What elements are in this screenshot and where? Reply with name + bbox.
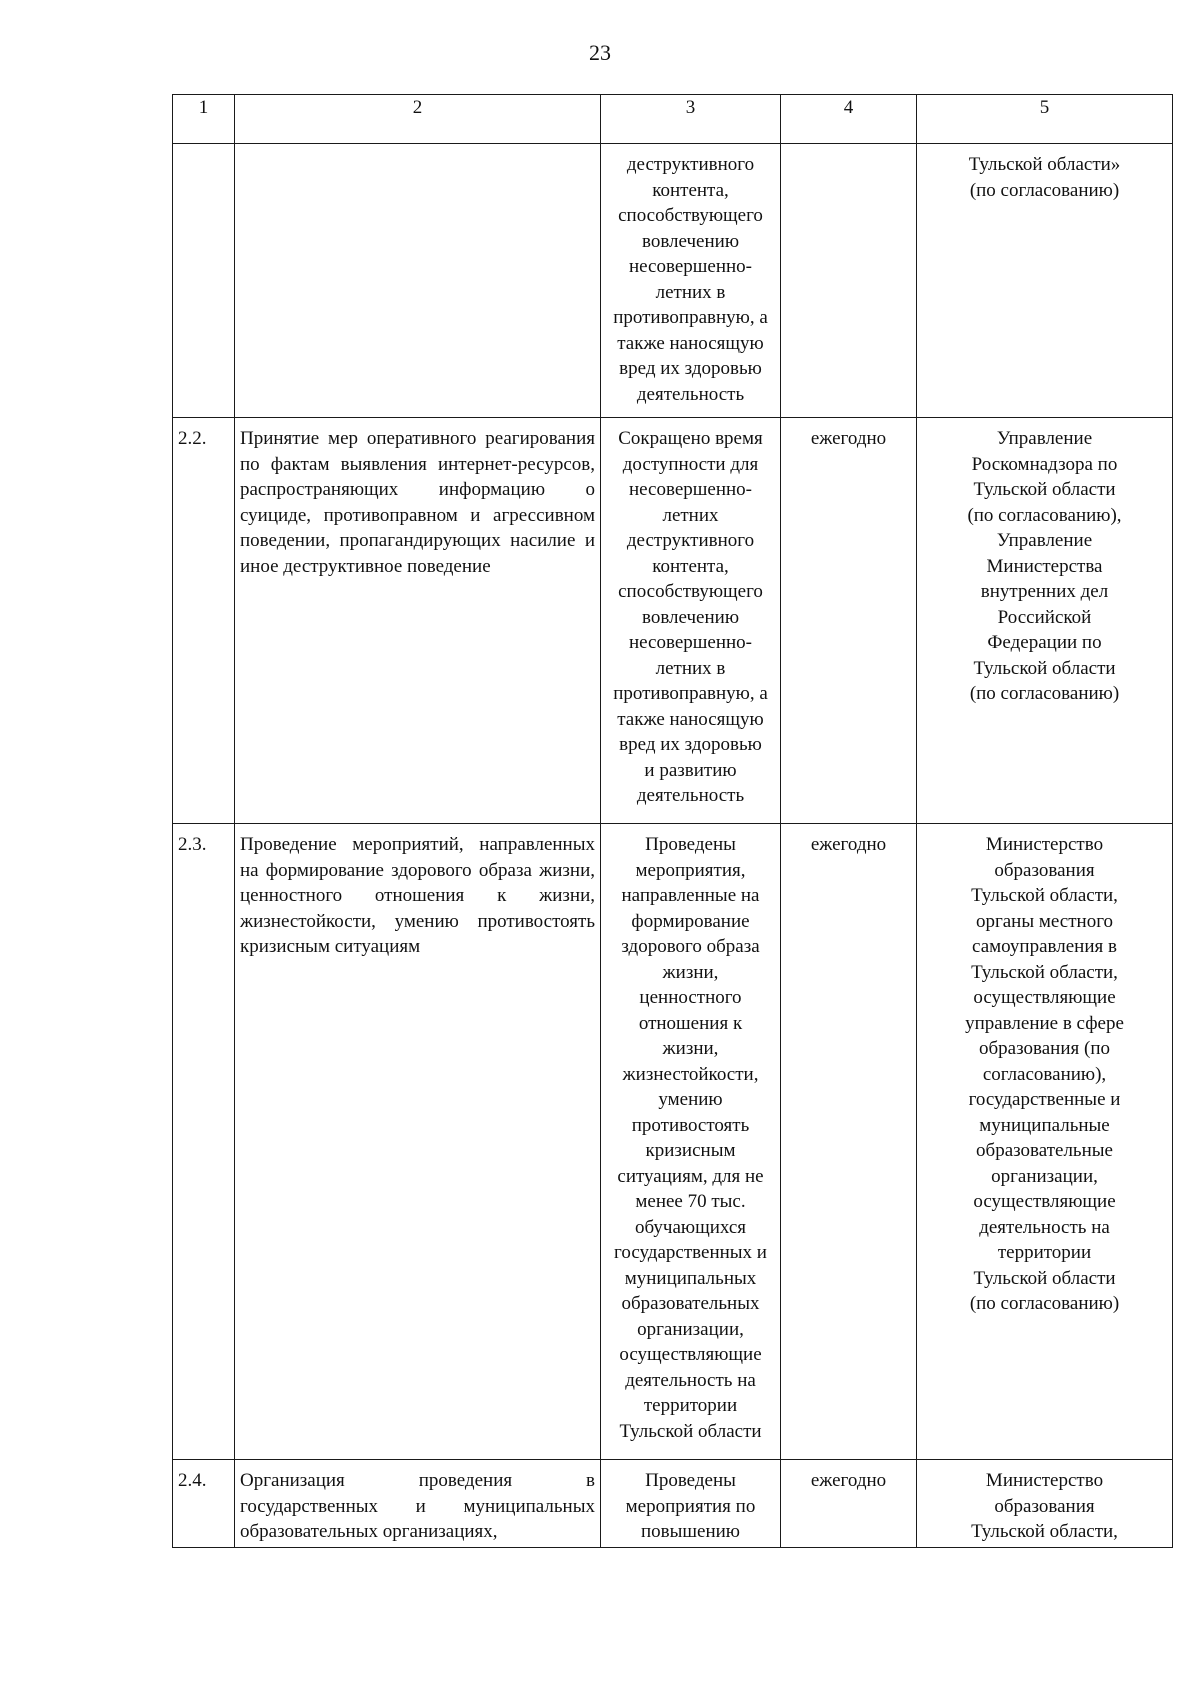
table-row (173, 418, 1173, 824)
responsible-cell: Министерство образования Тульской области, (917, 1460, 1173, 1548)
responsible-cell: Тульской области» (по согласованию) (917, 144, 1173, 418)
responsible-cell: Управление Роскомнадзора по Тульской области (по согласованию), Управление Министерства внутренних дел Российской Федерации по Тульской области (по согласованию) (917, 418, 1173, 824)
result-cell: Проведены мероприятия, направленные на формирование здорового образа жизни, ценностного отношения к жизни, жизнестойкости, умению противостоять кризисным ситуациям, для не менее 70 тыс. обучающихся государственных и муниципальных образовательных организации, осуществляющие деятельность на территории Тульской области (601, 824, 781, 1460)
table-row (173, 824, 1173, 1460)
page-number: 23 (589, 40, 611, 65)
responsible-cell: Министерство образования Тульской области, органы местного самоуправления в Тульской области, осуществляющие управление в сфере образования (по согласованию), государственные и муниципальные образовательные организации, осуществляющие деятельность на территории Тульской области (по согласованию) (917, 824, 1173, 1460)
result-cell: Сокращено время доступности для несовершенно- летних деструктивного контента, способствующего вовлечению несовершенно- летних в противоправную, а также наносящую вред их здоровью и развитию деятельность (601, 418, 781, 824)
table-row (173, 1460, 1173, 1548)
column-header: 3 (601, 95, 781, 144)
table-row (173, 144, 1173, 418)
table-header-row (173, 95, 1173, 144)
result-cell: деструктивного контента, способствующего вовлечению несовершенно- летних в противоправную, а также наносящую вред их здоровью деятельность (601, 144, 781, 418)
column-header: 4 (781, 95, 917, 144)
column-header: 5 (917, 95, 1173, 144)
measure-cell: Организация проведения в государственных и муниципальных образовательных организациях, (235, 1460, 601, 1548)
row-number: 2.3. (173, 824, 235, 1460)
row-number (173, 144, 235, 418)
activity-plan-table (172, 94, 1173, 1548)
period-cell: ежегодно (781, 824, 917, 1460)
period-cell: ежегодно (781, 418, 917, 824)
column-header: 2 (235, 95, 601, 144)
measure-cell: Принятие мер оперативного реагирования по фактам выявления интернет-ресурсов, распространяющих информацию о суициде, противоправном и агрессивном поведении, пропагандирующих насилие и иное деструктивное поведение (235, 418, 601, 824)
measure-cell (235, 144, 601, 418)
row-number: 2.2. (173, 418, 235, 824)
period-cell: ежегодно (781, 1460, 917, 1548)
measure-cell: Проведение мероприятий, направленных на формирование здорового образа жизни, ценностного отношения к жизни, жизнестойкости, умению противостоять кризисным ситуациям (235, 824, 601, 1460)
period-cell (781, 144, 917, 418)
row-number: 2.4. (173, 1460, 235, 1548)
result-cell: Проведены мероприятия по повышению (601, 1460, 781, 1548)
column-header: 1 (173, 95, 235, 144)
